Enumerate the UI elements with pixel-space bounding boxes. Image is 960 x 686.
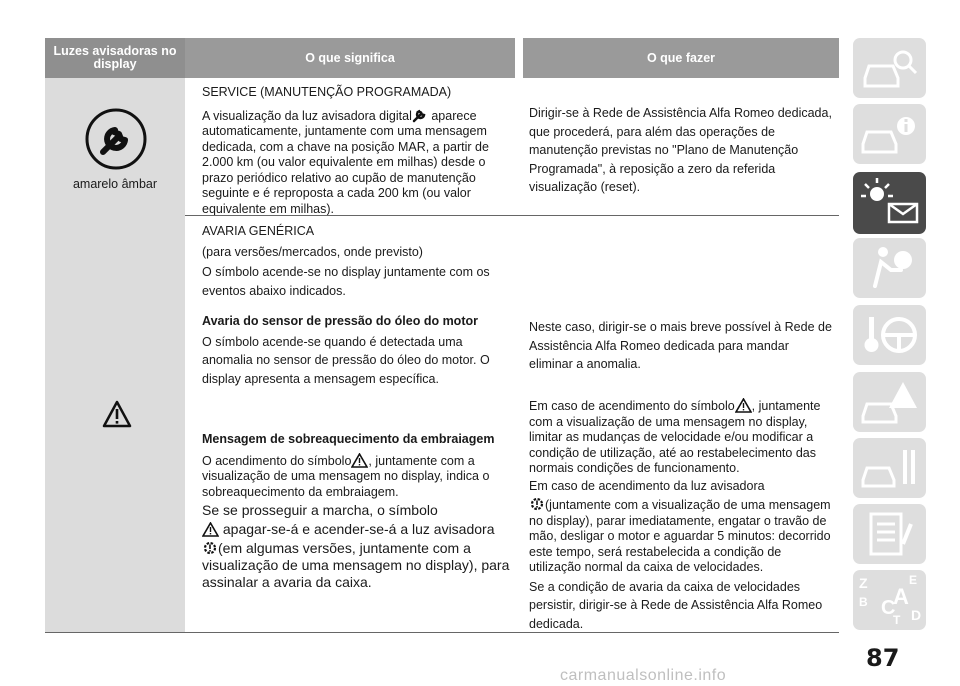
service-meaning [202, 85, 507, 219]
car-tools-icon [853, 438, 926, 498]
generic-sub: (para versões/mercados, onde previsto) [202, 244, 423, 259]
document-list-icon [853, 504, 926, 564]
index-letter: T [893, 613, 901, 627]
alphabet-index-icon [853, 570, 926, 630]
header-action: O que fazer [523, 38, 839, 78]
index-letter: D [911, 607, 922, 623]
key-steering-icon [853, 305, 926, 365]
clutch-action: Em caso de acendimento do símbolo , juntamente com a visualização de uma mensagem no display, limitar as mudanças de velocidade e/ou modificar a condição de utilização, até ao restabelecimento das normais condições de funcionamento. Em caso de acendimento da luz avisadora (juntamente com a visualização de uma mensagem no display), parar imediatamente, engatar o travão de mão, desligar o motor e aguardar 5 minutos: decorrido este tempo, será restabelecida a condição de utilização normal da caixa de velocidades. Se a condição de avaria da caixa de velocidades persistir, dirigir-se à Rede de Assistência Alfa Romeo dedicada. [529, 399, 831, 631]
oil-title: Avaria do sensor de pressão do óleo do motor [202, 314, 478, 328]
sidebar-tab-maintenance[interactable] [853, 438, 926, 498]
warning-triangle-icon [102, 400, 132, 428]
clutch-block: Mensagem de sobreaquecimento da embraiagem O acendimento do símbolo , juntamente com a visualização de uma mensagem no display, indica o sobreaquecimento da embraiagem. Se se prosseguir a marcha, o símbolo apagar-se-á e acender-se-á a luz avisadora (em algumas versões, juntamente com a visualização de uma mensagem no display), para assinalar a avaria da caixa. [202, 430, 514, 593]
watermark: carmanualsonline.info [560, 667, 727, 684]
car-search-icon [853, 38, 926, 98]
car-info-icon [853, 104, 926, 164]
service-title: SERVICE (MANUTENÇÃO PROGRAMADA) [202, 85, 452, 99]
warning-small-icon [202, 522, 219, 537]
warning-light-message-icon [853, 172, 926, 234]
sidebar-tab-emergency[interactable] [853, 372, 926, 432]
airbag-passenger-icon [853, 238, 926, 298]
clutch-title: Mensagem de sobreaquecimento da embraiagem [202, 432, 495, 446]
car-warning-icon [853, 372, 926, 432]
index-letter: B [859, 595, 868, 609]
warning-table [45, 38, 839, 632]
gearbox-fault-icon [202, 540, 218, 556]
index-letter: C [881, 597, 896, 619]
wrench-small-icon [412, 107, 428, 123]
warning-small-icon [735, 398, 752, 413]
service-meaning-a: A visualização da luz avisadora digital [202, 108, 412, 123]
sidebar-tab-safety[interactable] [853, 238, 926, 298]
service-meaning-b: aparece automaticamente, juntamente com uma mensagem dedicada, com a chave na posição MAR, a partir de 2.000 km (ou valor equivalente em milhas) desde o prazo periódico relativo ao cupão de manutenção seguinte e é reproposta a cada 200 km (ou valor equivalente em milhas). [202, 108, 489, 216]
sidebar-tab-driving[interactable] [853, 305, 926, 365]
page-number: 87 [866, 644, 900, 672]
gearbox-fault-icon [529, 496, 545, 512]
oil-action: Neste caso, dirigir-se o mais breve possível à Rede de Assistência Alfa Romeo dedicada para mandar eliminar a anomalia. [529, 320, 832, 371]
warning-small-icon [351, 453, 368, 468]
sidebar-tab-car-search[interactable] [853, 38, 926, 98]
oil-meaning: O símbolo acende-se quando é detectada uma anomalia no sensor de pressão do óleo do motor. O display apresenta a mensagem específica. [202, 334, 490, 386]
sidebar-tab-index[interactable] [853, 570, 926, 630]
oil-block [202, 312, 512, 390]
generic-title: AVARIA GENÉRICA [202, 224, 315, 238]
sidebar-tab-specifications[interactable] [853, 504, 926, 564]
service-caption: amarelo âmbar [72, 177, 158, 191]
index-letter: E [909, 573, 918, 587]
generic-block [202, 222, 512, 302]
header-meaning: O que significa [185, 38, 515, 78]
wrench-icon [85, 108, 147, 170]
header-warning-lights: Luzes avisadoras no display [45, 38, 185, 78]
generic-desc: O símbolo acende-se no display juntamente com os eventos abaixo indicados. [202, 265, 490, 298]
sidebar-tab-warning-lights[interactable] [853, 172, 926, 234]
service-action: Dirigir-se à Rede de Assistência Alfa Romeo dedicada, que procederá, para além das operações de manutenção previstas no "Plano de Manutenção Programada", à reposição a zero da referida visualização (reset). [529, 106, 832, 194]
index-letter: Z [859, 575, 868, 591]
sidebar-tab-car-info[interactable] [853, 104, 926, 164]
index-letter: A [893, 584, 909, 609]
